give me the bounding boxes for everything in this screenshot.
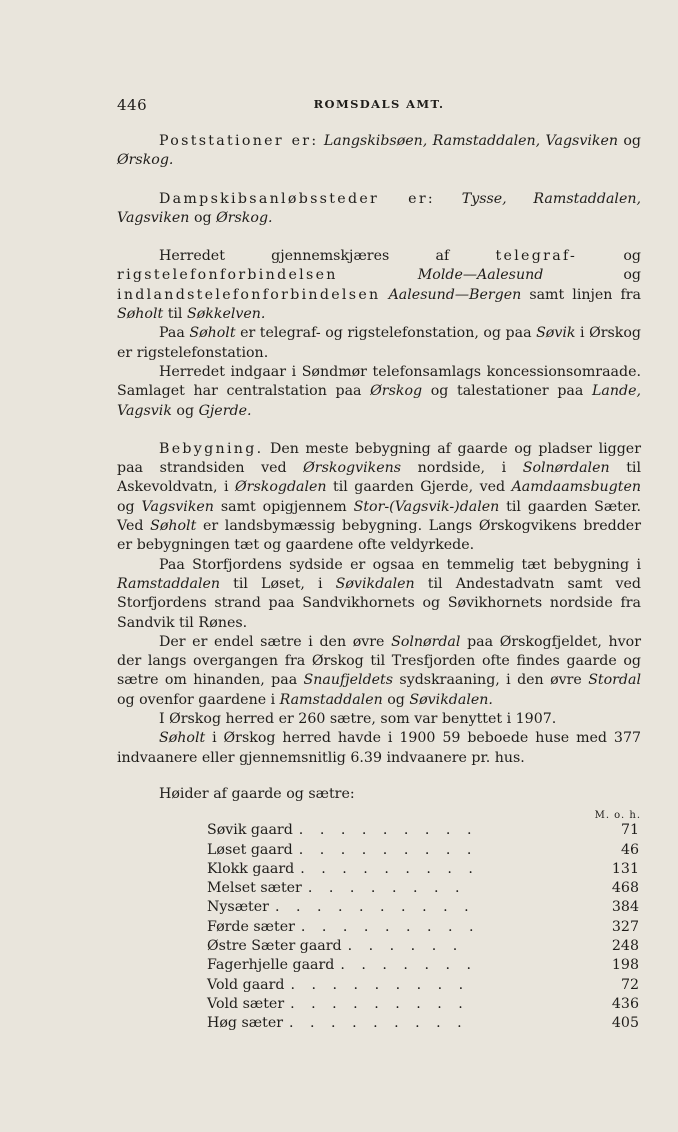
row-value: 436 (611, 995, 639, 1012)
row-name: Klokk gaard (207, 860, 295, 877)
table-row (207, 937, 639, 956)
table-row (207, 1014, 639, 1033)
row-leader-dots: . . . . . . . . . (300, 860, 479, 877)
page-header (117, 96, 641, 116)
paragraph-poststations: Poststationer er: Langskibsøen, Ramstaddalen, Vagsviken og Ørskog. (117, 133, 641, 169)
row-name: Førde sæter (207, 918, 295, 935)
row-leader-dots: . . . . . . . . . (298, 822, 478, 839)
page-body (117, 132, 641, 1033)
table-row (207, 860, 639, 879)
table-row (207, 956, 639, 975)
page-number: 446 (117, 96, 148, 114)
paragraph-settlement: Bebygning. Den meste bebygning af gaarde og pladser ligger paa strandsiden ved Ørskogvikens nordside, i Solnørdalen til Askevoldvatn, i Ørskogdalen til gaarden Gjerde, ved Aamdaamsbugten og Vagsviken samt opigjennem Stor-(Vagsvik-)dalen til gaarden Sæter. Ved Søholt er landsbymæssig bebygning. Langs Ørskogvikens bredder er bebygningen tæt og gaardene ofte veldyrkede. (117, 440, 641, 554)
table-row (207, 918, 639, 937)
row-value: 405 (611, 1015, 639, 1032)
row-value: 71 (620, 822, 639, 839)
table-row (207, 821, 639, 840)
table-row (207, 995, 639, 1014)
row-leader-dots: . . . . . . . . (307, 880, 466, 897)
row-value: 72 (620, 976, 639, 993)
row-value: 248 (611, 937, 639, 954)
table-row (207, 841, 639, 860)
row-name: Løset gaard (207, 841, 293, 858)
row-name: Fagerhjelle gaard (207, 957, 335, 974)
paragraph-storfjord: Paa Storfjordens sydside er ogsaa en temmelig tæt bebygning i Ramstaddalen til Løset, i Søvikdalen til Andestadvatn samt ved Storfjordens strand paa Sandvikhornets og Søvikhornets nordside fra Sandvik til Rønes. (117, 556, 641, 631)
table-row (207, 898, 639, 917)
row-name: Melset sæter (207, 880, 302, 897)
table-row (207, 879, 639, 898)
paragraph-soholt-population: Søholt i Ørskog herred havde i 1900 59 beboede huse med 377 indvaanere eller gjennemsnitlig 6.39 indvaanere pr. hus. (117, 730, 641, 766)
row-name: Høg sæter (207, 1015, 284, 1032)
row-leader-dots: . . . . . . . (340, 957, 478, 974)
row-leader-dots: . . . . . . . . . (289, 1015, 468, 1032)
row-name: Vold sæter (207, 995, 285, 1012)
table-row (207, 976, 639, 995)
table-unit-label: M. o. h. (594, 810, 641, 822)
row-leader-dots: . . . . . . (347, 937, 464, 954)
row-value: 468 (611, 880, 639, 897)
row-name: Søvik gaard (207, 822, 293, 839)
paragraph-telephone-company: Herredet indgaar i Søndmør telefonsamlags koncessionsomraade. Samlaget har centralstation paa Ørskog og talestationer paa Lande, Vagsvik og Gjerde. (117, 363, 641, 419)
running-title: ROMSDALS AMT. (313, 97, 445, 111)
row-value: 384 (611, 899, 639, 916)
row-value: 46 (620, 841, 639, 858)
paragraph-stations: Paa Søholt er telegraf- og rigstelefonstation, og paa Søvik i Ørskog er rigstelefonstation. (117, 325, 641, 361)
row-leader-dots: . . . . . . . . . (290, 995, 469, 1012)
table-heading: Høider af gaarde og sætre: (159, 785, 355, 802)
row-name: Vold gaard (207, 976, 285, 993)
paragraph-telegraph: Herredet gjennemskjæres af telegraf- og rigstelefonforbindelsen Molde—Aalesund og indlandstelefonforbindelsen Aalesund—Bergen samt linjen fra Søholt til Søkkelven. (117, 248, 641, 323)
paragraph-steamship-stops: Dampskibsanløbssteder er: Tysse, Ramstaddalen, Vagsviken og Ørskog. (117, 190, 641, 226)
row-leader-dots: . . . . . . . . . (300, 918, 480, 935)
row-value: 198 (611, 957, 639, 974)
row-leader-dots: . . . . . . . . . (290, 976, 470, 993)
row-name: Østre Sæter gaard (207, 937, 342, 954)
row-value: 327 (611, 918, 639, 935)
row-leader-dots: . . . . . . . . . . (274, 899, 475, 916)
row-name: Nysæter (207, 899, 269, 916)
paragraph-saetre: Der er endel sætre i den øvre Solnørdal paa Ørskogfjeldet, hvor der langs overgangen fra Ørskog til Tresfjorden ofte findes gaarde og sætre om hinanden, paa Snaufjeldets sydskraaning, i den øvre Stordal og ovenfor gaardene i Ramstaddalen og Søvikdalen. (117, 633, 642, 708)
row-leader-dots: . . . . . . . . . (298, 841, 478, 858)
row-value: 131 (611, 860, 639, 877)
heights-table (117, 821, 641, 1033)
paragraph-saetre-count: I Ørskog herred er 260 sætre, som var benyttet i 1907. (159, 711, 557, 728)
